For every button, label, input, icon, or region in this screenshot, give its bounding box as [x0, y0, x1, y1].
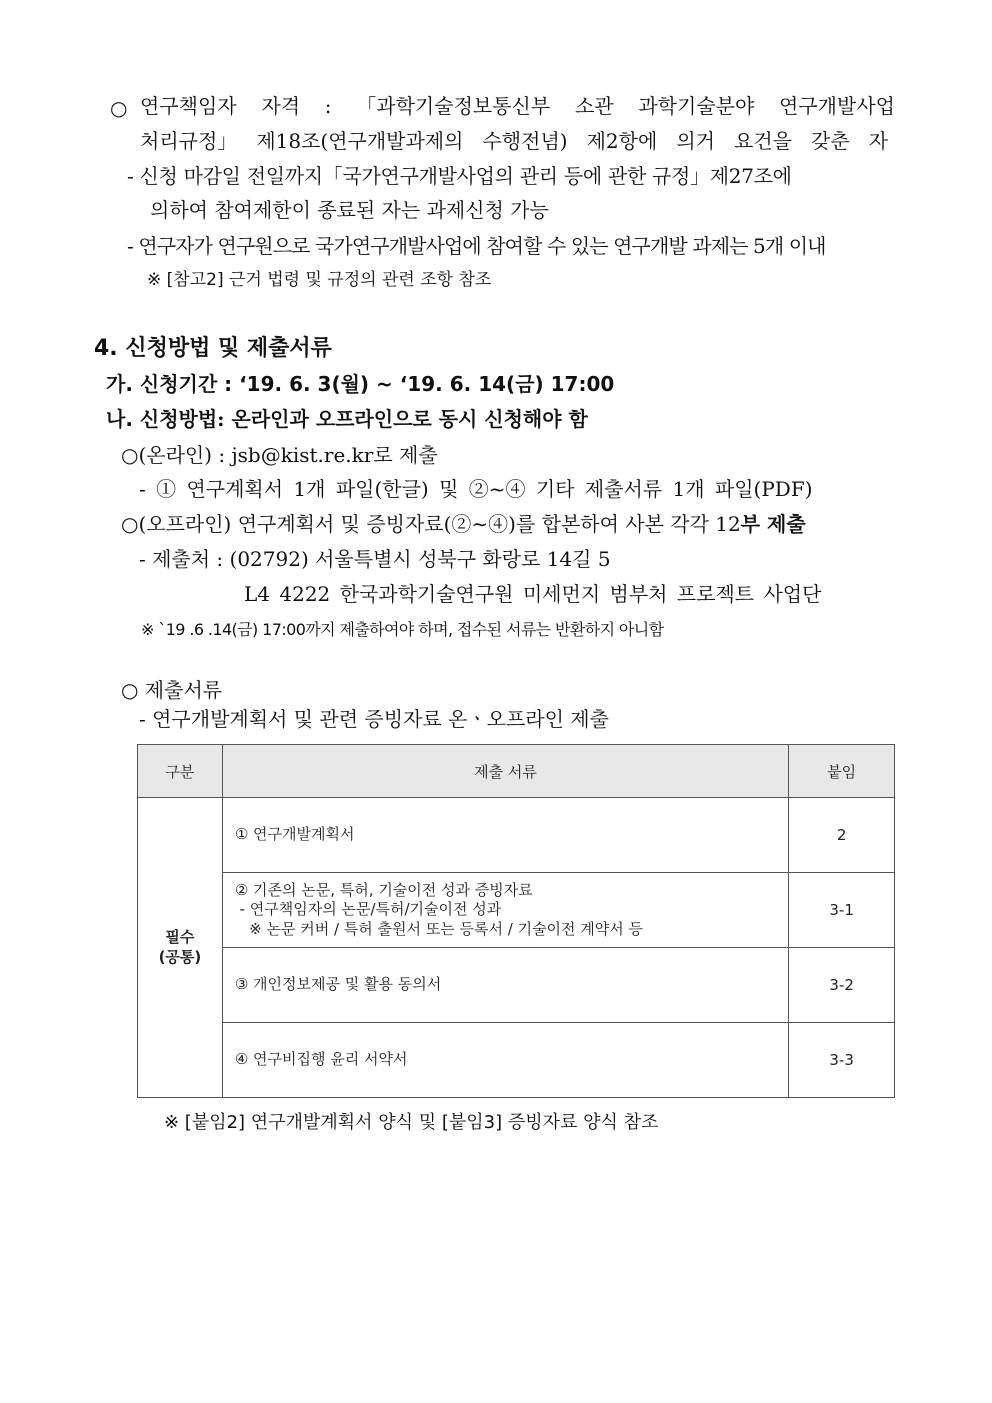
attachment-cell: 3-1	[789, 873, 895, 948]
word: 제2항에	[586, 129, 658, 153]
word: 「과학기술정보통신부	[356, 94, 551, 118]
table-row	[138, 948, 895, 1023]
word: 처리규정」	[140, 129, 238, 153]
header-documents: 제출 서류	[222, 745, 788, 798]
attachment-cell: 3-3	[789, 1023, 895, 1098]
documents-table	[137, 744, 895, 1098]
application-method	[106, 409, 588, 429]
document-line: ④ 연구비집행 윤리 서약서	[234, 1050, 408, 1069]
qualification-line-2	[140, 131, 888, 151]
word: 연구개발사업	[779, 94, 895, 118]
category-line-1: 필수	[165, 928, 195, 946]
table-row	[138, 873, 895, 948]
qualification-bullet: ○	[110, 96, 128, 120]
document-line: ① 연구개발계획서	[234, 825, 355, 844]
word: 연구책임자	[140, 94, 237, 118]
category-line-2: (공통)	[158, 947, 202, 966]
offline-submission-bold: 부 제출	[740, 512, 806, 536]
qualification-sub-1-line-2: 의하여 참여제한이 종료된 자는 과제신청 가능	[150, 198, 549, 222]
document-line: ③ 개인정보제공 및 활용 동의서	[234, 975, 442, 994]
document-line: ※ 논문 커버 / 특허 출원서 또는 등록서 / 기술이전 계약서 등	[234, 919, 644, 938]
word: 자격	[261, 94, 301, 118]
attachment-cell: 3-2	[789, 948, 895, 1023]
header-attachment: 붙임	[789, 745, 895, 798]
offline-submission-text: ○(오프라인) 연구계획서 및 증빙자료(②∼④)를 합본하여 사본 각각 12	[121, 512, 741, 536]
online-submission: ○(온라인) : jsb@kist.re.kr로 제출	[121, 443, 438, 467]
word: 자	[868, 129, 888, 153]
section-title: 4. 신청방법 및 제출서류	[94, 336, 332, 361]
qualification-note: ※ [참고2] 근거 법령 및 규정의 관련 조항 참조	[147, 270, 492, 290]
header-category: 구분	[138, 745, 223, 798]
deadline-note: ※ `19 .6 .14(금) 17:00까지 제출하여야 하며, 접수된 서류는 반환하지 아니함	[141, 620, 664, 639]
documents-heading: ○ 제출서류	[121, 678, 223, 702]
offline-submission	[121, 514, 806, 534]
document-line: ② 기존의 논문, 특허, 기술이전 성과 증빙자료	[234, 880, 533, 899]
table-row	[138, 798, 895, 873]
word: 제18조(연구개발과제의	[256, 129, 464, 153]
document-cell	[222, 1023, 788, 1098]
word: 과학기술분야	[638, 94, 755, 118]
qualification-sub-1-line-1: - 신청 마감일 전일까지「국가연구개발사업의 관리 등에 관한 규정」제27조에	[127, 164, 792, 188]
word: 수행전념)	[482, 129, 568, 153]
word: 갖춘	[811, 129, 850, 153]
word: 의거	[676, 129, 715, 153]
documents-sub: - 연구개발계획서 및 관련 증빙자료 온ㆍ오프라인 제출	[139, 707, 609, 731]
qualification-line-1	[140, 96, 895, 116]
submission-address-2: L4 4222 한국과학기술연구원 미세먼지 범부처 프로젝트 사업단	[244, 582, 822, 606]
qualification-sub-2: - 연구자가 연구원으로 국가연구개발사업에 참여할 수 있는 연구개발 과제는 5개 이내	[127, 234, 826, 258]
documents-footnote: ※ [붙임2] 연구개발계획서 양식 및 [붙임3] 증빙자료 양식 참조	[164, 1112, 659, 1133]
application-method-text: : 온라인과 오프라인으로 동시 신청해야 함	[217, 407, 588, 431]
document-line: - 연구책임자의 논문/특허/기술이전 성과	[234, 900, 502, 919]
application-method-label: 나. 신청방법	[106, 407, 218, 431]
document-cell	[222, 798, 788, 873]
category-cell	[138, 798, 223, 1098]
table-row	[138, 1023, 895, 1098]
word: :	[324, 94, 332, 118]
attachment-cell: 2	[789, 798, 895, 873]
application-period: 가. 신청기간 : ‘19. 6. 3(월) ~ ‘19. 6. 14(금) 17:00	[106, 372, 615, 396]
submission-address-1: - 제출처 : (02792) 서울특별시 성북구 화랑로 14길 5	[139, 547, 611, 571]
word: 소관	[574, 94, 614, 118]
document-cell	[222, 873, 788, 948]
word: 요건을	[734, 129, 792, 153]
document-cell	[222, 948, 788, 1023]
online-files: - ① 연구계획서 1개 파일(한글) 및 ②~④ 기타 제출서류 1개 파일(PDF)	[139, 477, 813, 501]
